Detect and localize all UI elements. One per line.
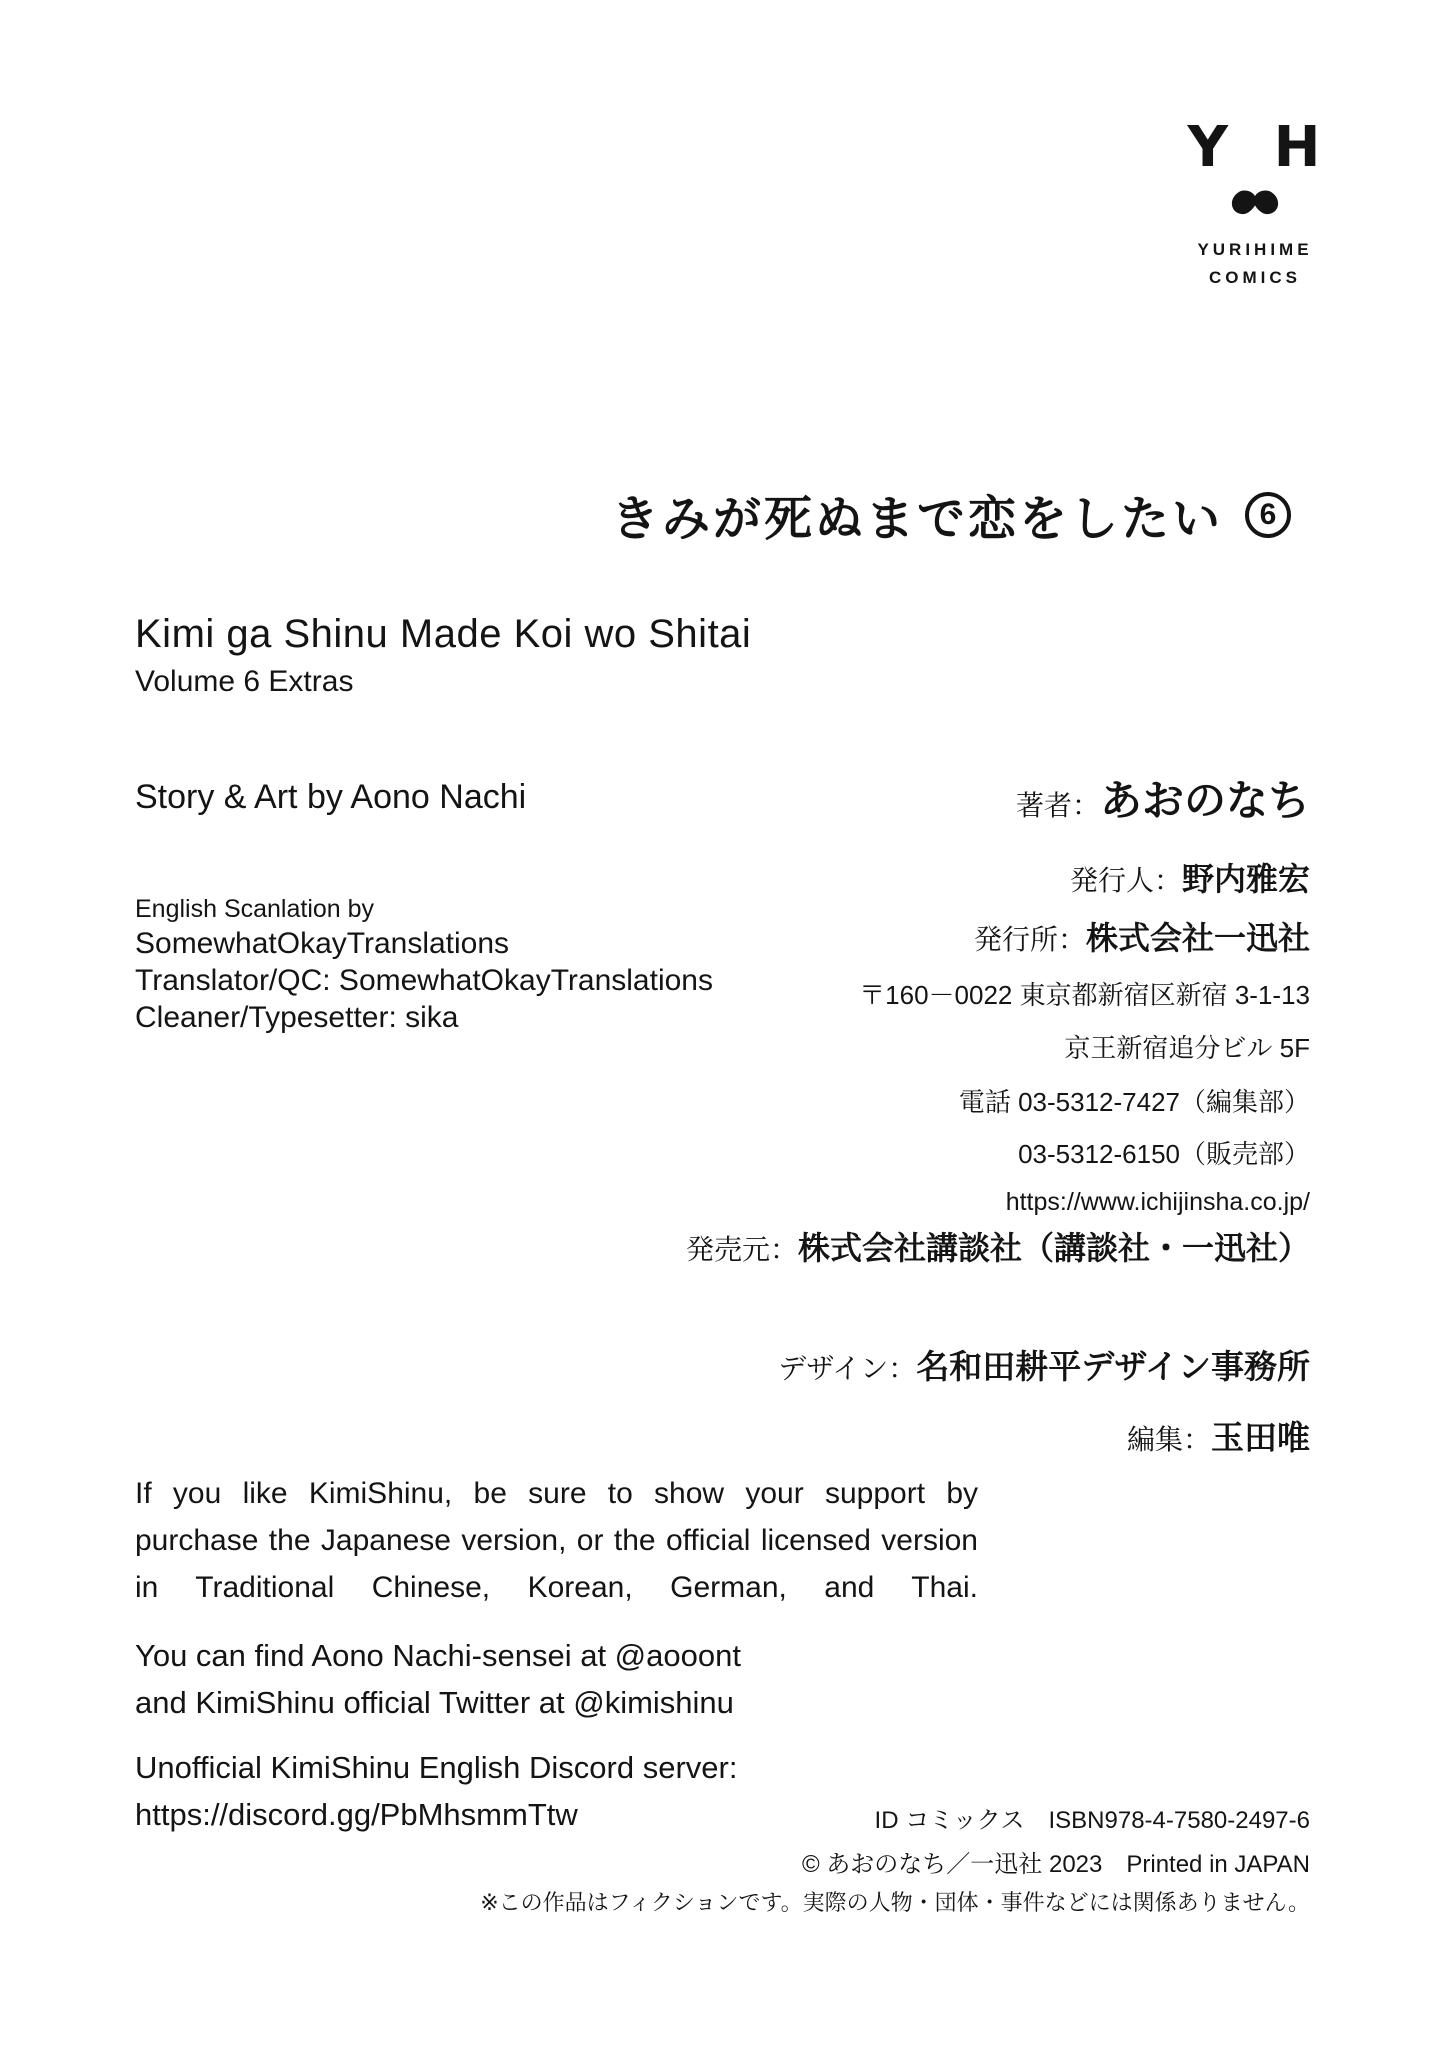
twitter-note-line2: and KimiShinu official Twitter at @kimishinu bbox=[135, 1685, 734, 1720]
distributor-label: 発売元： bbox=[685, 1234, 798, 1265]
design-label: デザイン： bbox=[778, 1353, 917, 1384]
scanlation-group: SomewhatOkayTranslations bbox=[135, 927, 510, 960]
issuer-row bbox=[1070, 854, 1310, 900]
publisher-phone-editorial: 電話 03-5312-7427（編集部） bbox=[958, 1087, 1310, 1117]
publisher-name: 株式会社一迅社 bbox=[1085, 920, 1310, 956]
discord-note bbox=[135, 1744, 737, 1838]
author-row bbox=[1016, 768, 1310, 828]
publisher-address-line1: 〒160－0022 東京都新宿区新宿 3-1-13 bbox=[859, 980, 1310, 1010]
publisher-logo-letters: Y H bbox=[1187, 115, 1323, 180]
scanlation-typesetter: Cleaner/Typesetter: sika bbox=[135, 1001, 459, 1034]
publisher-imprint-line1: YURIHIME bbox=[1197, 240, 1313, 259]
publisher-phone-sales: 03-5312-6150（販売部） bbox=[1018, 1139, 1310, 1169]
isbn-line: ID コミックス ISBN978-4-7580-2497-6 bbox=[874, 1807, 1310, 1834]
english-subtitle: Volume 6 Extras bbox=[135, 665, 354, 698]
distributor-row bbox=[686, 1223, 1310, 1269]
editor-row bbox=[1127, 1412, 1310, 1459]
english-title: Kimi ga Shinu Made Koi wo Shitai bbox=[135, 612, 752, 656]
volume-number-badge: 6 bbox=[1245, 492, 1291, 538]
editor-name: 玉田唯 bbox=[1211, 1419, 1310, 1456]
editor-label: 編集： bbox=[1126, 1424, 1211, 1455]
publisher-address-line2: 京王新宿追分ビル 5F bbox=[1064, 1033, 1310, 1063]
publisher-label: 発行所： bbox=[973, 924, 1086, 955]
author-name: あおのなち bbox=[1099, 777, 1310, 824]
support-note: If you like KimiShinu, be sure to show your support by purchase the Japanese version, or the official licensed version in Traditional Chinese, Korean, German, and Thai. bbox=[135, 1477, 978, 1604]
discord-note-line1: Unofficial KimiShinu English Discord server: bbox=[135, 1750, 738, 1785]
discord-note-line2: https://discord.gg/PbMhsmmTtw bbox=[135, 1797, 578, 1832]
issuer-label: 発行人： bbox=[1069, 865, 1182, 896]
scanlation-translator: Translator/QC: SomewhatOkayTranslations bbox=[135, 964, 713, 997]
publisher-website: https://www.ichijinsha.co.jp/ bbox=[1005, 1188, 1310, 1216]
twitter-note bbox=[135, 1632, 741, 1726]
issuer-name: 野内雅宏 bbox=[1181, 861, 1310, 897]
publisher-row bbox=[974, 913, 1310, 959]
twitter-note-line1: You can find Aono Nachi-sensei at @aooont bbox=[135, 1638, 741, 1673]
design-name: 名和田耕平デザイン事務所 bbox=[916, 1348, 1310, 1385]
author-label: 著者： bbox=[1015, 790, 1100, 821]
copyright-line: © あおのなち／一迅社 2023 Printed in JAPAN bbox=[801, 1851, 1310, 1878]
japanese-title-text: きみが死ぬまで恋をしたい bbox=[610, 493, 1223, 546]
scanlation-line: English Scanlation by bbox=[135, 895, 375, 923]
author-byline: Story & Art by Aono Nachi bbox=[135, 778, 527, 816]
design-row bbox=[778, 1341, 1310, 1388]
distributor-name: 株式会社講談社（講談社・一迅社） bbox=[797, 1230, 1310, 1266]
publisher-imprint-line2: COMICS bbox=[1209, 268, 1301, 288]
fiction-disclaimer: ※この作品はフィクションです。実際の人物・団体・事件などには関係ありません。 bbox=[480, 1890, 1310, 1915]
